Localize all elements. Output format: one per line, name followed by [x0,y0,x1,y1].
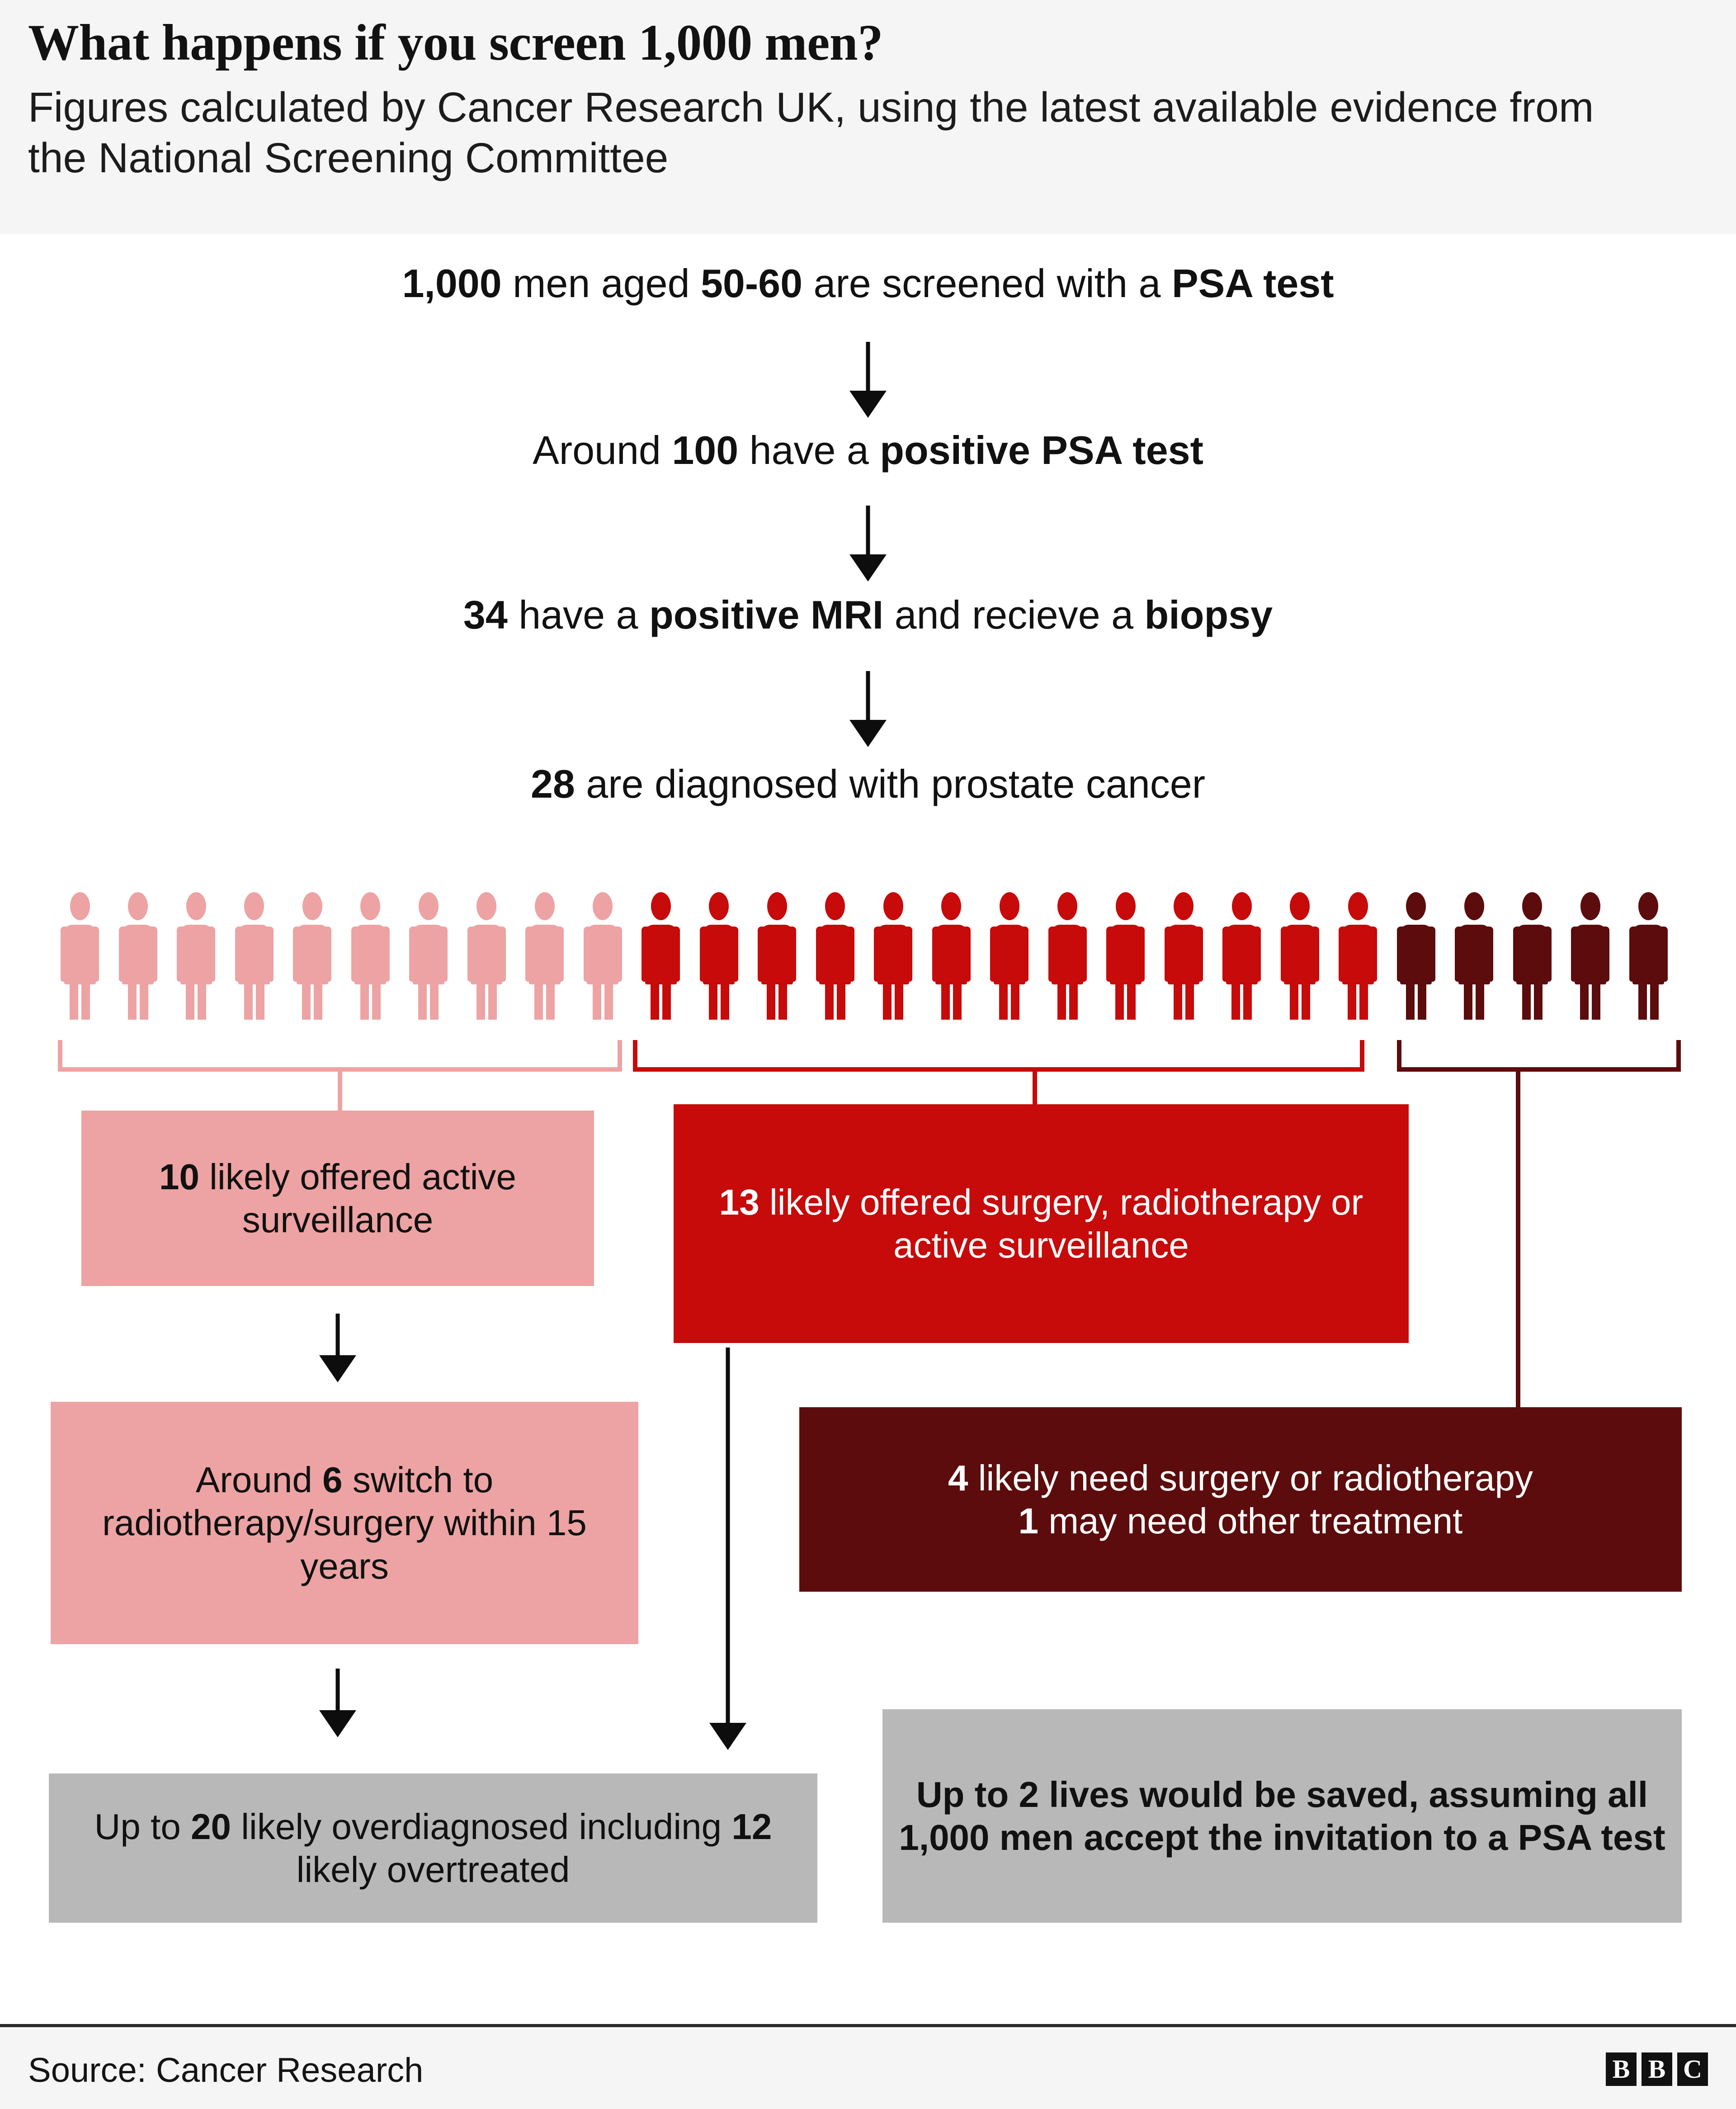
flow-value-100: 100 [672,428,739,473]
person-icon [1336,892,1380,1020]
flow-text-around: Around [533,428,672,473]
need-treatment-line-1 [948,1456,1533,1499]
person-icon [1046,892,1090,1020]
source-label: Source: Cancer Research [28,2051,424,2090]
bbc-logo-b2: B [1642,2052,1672,2086]
person-icon [406,892,450,1020]
box-lives-saved-text: Up to 2 lives would be saved, assuming all 1,000 men accept the invitation to a PSA test [899,1774,1665,1858]
people-pictogram [58,892,1681,1020]
label-overtreated: likely overtreated [296,1849,570,1890]
person-icon [58,892,102,1020]
box-overdiagnosed [49,1773,817,1923]
person-icon [871,892,915,1020]
person-icon [116,892,160,1020]
box-need-treatment-text [948,1456,1533,1542]
footer-divider [0,2024,1736,2027]
page-title: What happens if you screen 1,000 men? [28,14,883,71]
stem-maroon-to-box [1516,1072,1520,1407]
stem-light-to-box [338,1072,342,1111]
flow-value-1000: 1,000 [402,261,502,306]
flow-value-age-range: 50-60 [700,261,803,306]
label-around: Around [195,1460,323,1500]
person-icon [1452,892,1496,1020]
box-lives-saved [882,1709,1682,1923]
person-icon [349,892,392,1020]
flow-text-have-a-2: have a [507,592,649,637]
person-icon [987,892,1031,1020]
person-icon [290,892,334,1020]
person-icon [232,892,276,1020]
flow-step-diagnosed [0,761,1736,806]
box-switch-treatment [51,1402,638,1644]
value-12: 12 [731,1806,772,1847]
value-4: 4 [948,1457,968,1498]
bracket-maroon-group [1397,1040,1681,1072]
person-icon [1278,892,1322,1020]
person-icon [174,892,218,1020]
label-overdiagnosed-including: likely overdiagnosed including [231,1806,732,1847]
value-13: 13 [719,1182,760,1222]
bbc-logo [1606,2052,1708,2086]
arrow-down-1 [827,342,909,418]
person-icon [1510,892,1554,1020]
arrow-down-3 [827,671,909,747]
label-offered-surgery: likely offered surgery, radiotherapy or active surveillance [759,1182,1363,1265]
flow-text-have-a: have a [738,428,880,473]
person-icon [1162,892,1206,1020]
person-icon [523,892,566,1020]
arrow-down-red-to-grey [694,1348,762,1750]
flow-step-positive-mri [0,592,1736,637]
label-offered-active-surveillance: likely offered active surveillance [199,1156,517,1240]
arrow-down-pink-1 [304,1314,372,1382]
box-offered-surgery [674,1104,1409,1343]
need-treatment-line-2 [948,1499,1533,1542]
flow-text-and-recieve: and recieve a [883,592,1145,637]
arrow-down-2 [827,506,909,582]
label-other-treatment: may need other treatment [1038,1501,1463,1541]
value-1: 1 [1018,1501,1039,1541]
box-offered-surgery-text [689,1181,1393,1267]
page-subtitle: Figures calculated by Cancer Research UK, using the latest available evidence from the National Screening Committee [28,84,1594,181]
flow-step-screened [0,261,1736,306]
flow-step-positive-psa [0,428,1736,473]
box-overdiagnosed-text [64,1805,802,1891]
value-6: 6 [322,1460,343,1500]
person-icon [1220,892,1264,1020]
footer-bar [0,2027,1736,2109]
bracket-light-group [58,1040,622,1072]
person-icon [697,892,741,1020]
label-up-to: Up to [94,1806,191,1847]
arrow-down-pink-2 [304,1669,372,1737]
person-icon [929,892,973,1020]
person-icon [581,892,625,1020]
box-active-surveillance [81,1111,594,1286]
flow-value-positive-psa: positive PSA test [880,428,1203,473]
flow-value-positive-mri: positive MRI [649,592,884,637]
person-icon [465,892,509,1020]
person-icon [1104,892,1147,1020]
person-icon [1394,892,1438,1020]
value-20: 20 [191,1806,231,1847]
bracket-red-group [633,1040,1364,1072]
box-need-treatment [799,1407,1682,1592]
box-active-surveillance-text [97,1155,579,1241]
flow-text-screened-with: are screened with a [802,261,1172,306]
header-banner [0,0,1736,234]
person-icon [639,892,683,1020]
flow-value-34: 34 [463,592,508,637]
value-10: 10 [159,1156,199,1197]
flow-value-biopsy: biopsy [1144,592,1273,637]
flow-value-28: 28 [530,761,575,806]
flow-text-men-aged: men aged [501,261,701,306]
flow-value-psa-test: PSA test [1171,261,1334,306]
bbc-logo-b1: B [1606,2052,1637,2086]
bbc-logo-c: C [1677,2052,1708,2086]
person-icon [755,892,799,1020]
person-icon [1568,892,1612,1020]
label-switch-to-treatment: switch to radiotherapy/surgery within 15 years [102,1460,587,1586]
person-icon [813,892,857,1020]
box-switch-treatment-text [66,1458,623,1588]
label-need-surgery-radiotherapy: likely need surgery or radiotherapy [968,1457,1533,1498]
person-icon [1627,892,1670,1020]
flow-text-diagnosed: are diagnosed with prostate cancer [575,761,1206,806]
